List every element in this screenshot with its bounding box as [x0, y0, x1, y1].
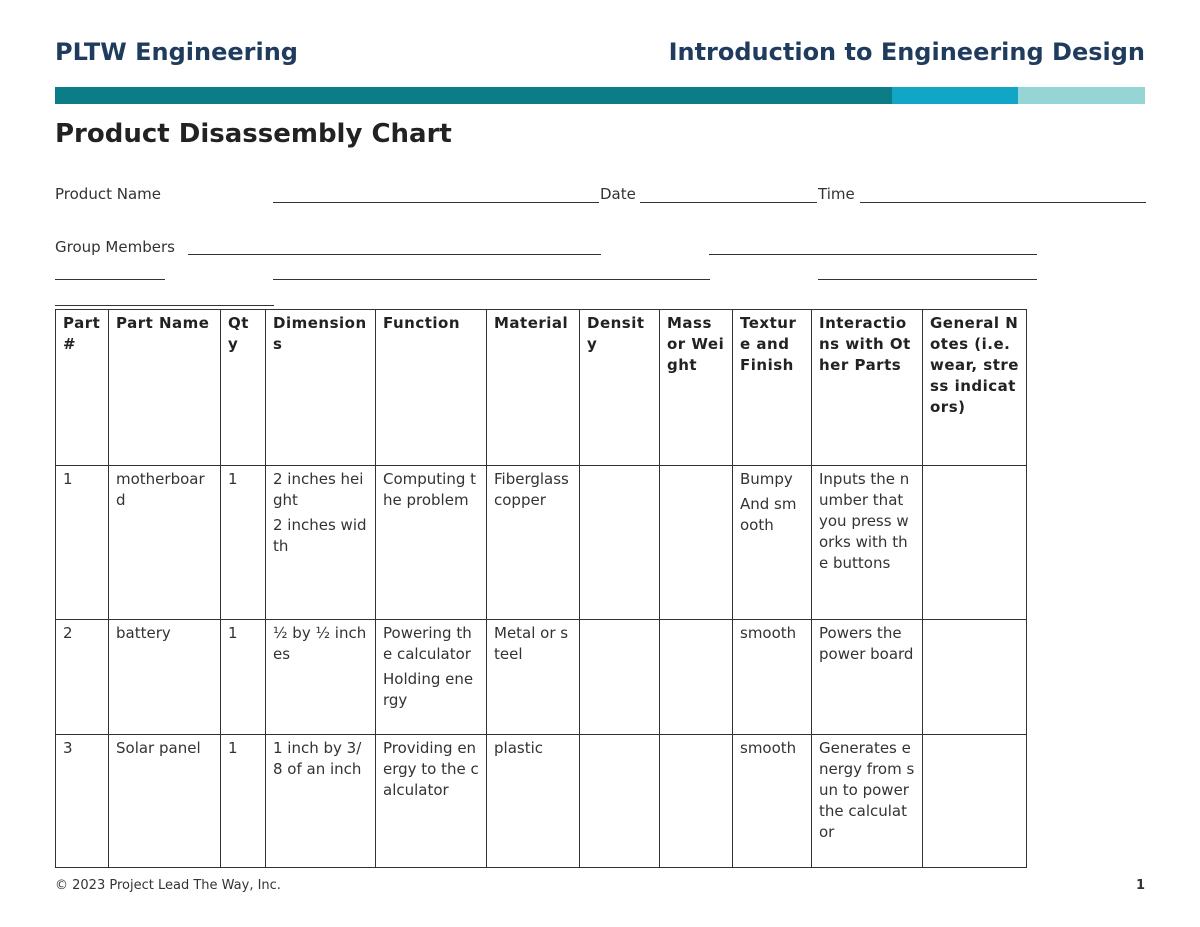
cell-paragraph: 2 inches height [273, 470, 364, 509]
header-accent-bar-teal [55, 87, 892, 104]
group-members-label: Group Members [55, 238, 175, 256]
cell-part-name: Solar panel [109, 735, 221, 868]
cell-part-number: 3 [56, 735, 109, 868]
cell-interactions: Generates energy from sun to power the calculator [812, 735, 923, 868]
group-member-field[interactable] [273, 279, 710, 280]
table-row [56, 735, 1027, 868]
column-header-dimensions: Dimensions [266, 310, 376, 466]
cell-mass [660, 466, 733, 620]
cell-interactions: Powers the power board [812, 620, 923, 735]
cell-function [376, 735, 487, 868]
cell-material: plastic [487, 735, 580, 868]
cell-texture [733, 735, 812, 868]
cell-paragraph: And smooth [740, 495, 797, 534]
cell-part-name: motherboard [109, 466, 221, 620]
cell-function [376, 620, 487, 735]
group-member-field[interactable] [55, 305, 274, 306]
cell-part-name: battery [109, 620, 221, 735]
cell-paragraph: Computing the problem [383, 470, 477, 509]
column-header-part-number: Part # [56, 310, 109, 466]
cell-dimensions [266, 620, 376, 735]
cell-mass [660, 620, 733, 735]
product-name-label: Product Name [55, 185, 161, 203]
header-accent-bar-mint [1018, 87, 1145, 104]
cell-interactions: Inputs the number that you press works with the buttons [812, 466, 923, 620]
cell-paragraph: Providing energy to the calculator [383, 739, 479, 799]
cell-dimensions [266, 735, 376, 868]
cell-notes [923, 620, 1027, 735]
product-name-field[interactable] [273, 202, 599, 203]
page-number: 1 [1135, 878, 1145, 893]
cell-mass [660, 735, 733, 868]
time-field[interactable] [860, 202, 1146, 203]
cell-dimensions [266, 466, 376, 620]
group-member-field[interactable] [818, 279, 1037, 280]
time-label: Time [818, 185, 855, 203]
cell-function [376, 466, 487, 620]
cell-density [580, 466, 660, 620]
cell-paragraph: 2 inches width [273, 516, 367, 555]
column-header-texture-and-finish: Texture and Finish [733, 310, 812, 466]
column-header-general-notes: General Notes (i.e. wear, stress indicators) [923, 310, 1027, 466]
header-accent-bar-cyan [892, 87, 1018, 104]
column-header-qty: Qty [221, 310, 266, 466]
cell-density [580, 735, 660, 868]
cell-paragraph: ½ by ½ inches [273, 624, 367, 663]
cell-paragraph: Bumpy [740, 470, 793, 488]
page-title: Product Disassembly Chart [55, 119, 452, 149]
cell-paragraph: smooth [740, 624, 797, 642]
cell-qty: 1 [221, 735, 266, 868]
cell-part-number: 2 [56, 620, 109, 735]
table-row [56, 620, 1027, 735]
column-header-mass-or-weight: Mass or Weight [660, 310, 733, 466]
table-row [56, 466, 1027, 620]
cell-texture [733, 466, 812, 620]
cell-material: Metal or steel [487, 620, 580, 735]
column-header-part-name: Part Name [109, 310, 221, 466]
table-header-row [56, 310, 1027, 466]
cell-paragraph: smooth [740, 739, 797, 757]
disassembly-table [55, 309, 1027, 868]
date-label: Date [600, 185, 636, 203]
cell-texture [733, 620, 812, 735]
cell-density [580, 620, 660, 735]
footer-copyright: © 2023 Project Lead The Way, Inc. [55, 878, 281, 893]
date-field[interactable] [640, 202, 817, 203]
cell-qty: 1 [221, 620, 266, 735]
cell-notes [923, 735, 1027, 868]
cell-part-number: 1 [56, 466, 109, 620]
group-member-field[interactable] [188, 254, 601, 255]
cell-qty: 1 [221, 466, 266, 620]
cell-paragraph: Powering the calculator [383, 624, 472, 663]
cell-paragraph: Holding energy [383, 670, 474, 709]
cell-material: Fiberglass copper [487, 466, 580, 620]
column-header-interactions: Interactions with Other Parts [812, 310, 923, 466]
group-member-field[interactable] [55, 279, 165, 280]
cell-notes [923, 466, 1027, 620]
column-header-function: Function [376, 310, 487, 466]
cell-paragraph: 1 inch by 3/8 of an inch [273, 739, 362, 778]
header-course-title: Introduction to Engineering Design [668, 38, 1145, 66]
group-member-field[interactable] [709, 254, 1037, 255]
column-header-material: Material [487, 310, 580, 466]
header-program-title: PLTW Engineering [55, 38, 298, 66]
column-header-density: Density [580, 310, 660, 466]
